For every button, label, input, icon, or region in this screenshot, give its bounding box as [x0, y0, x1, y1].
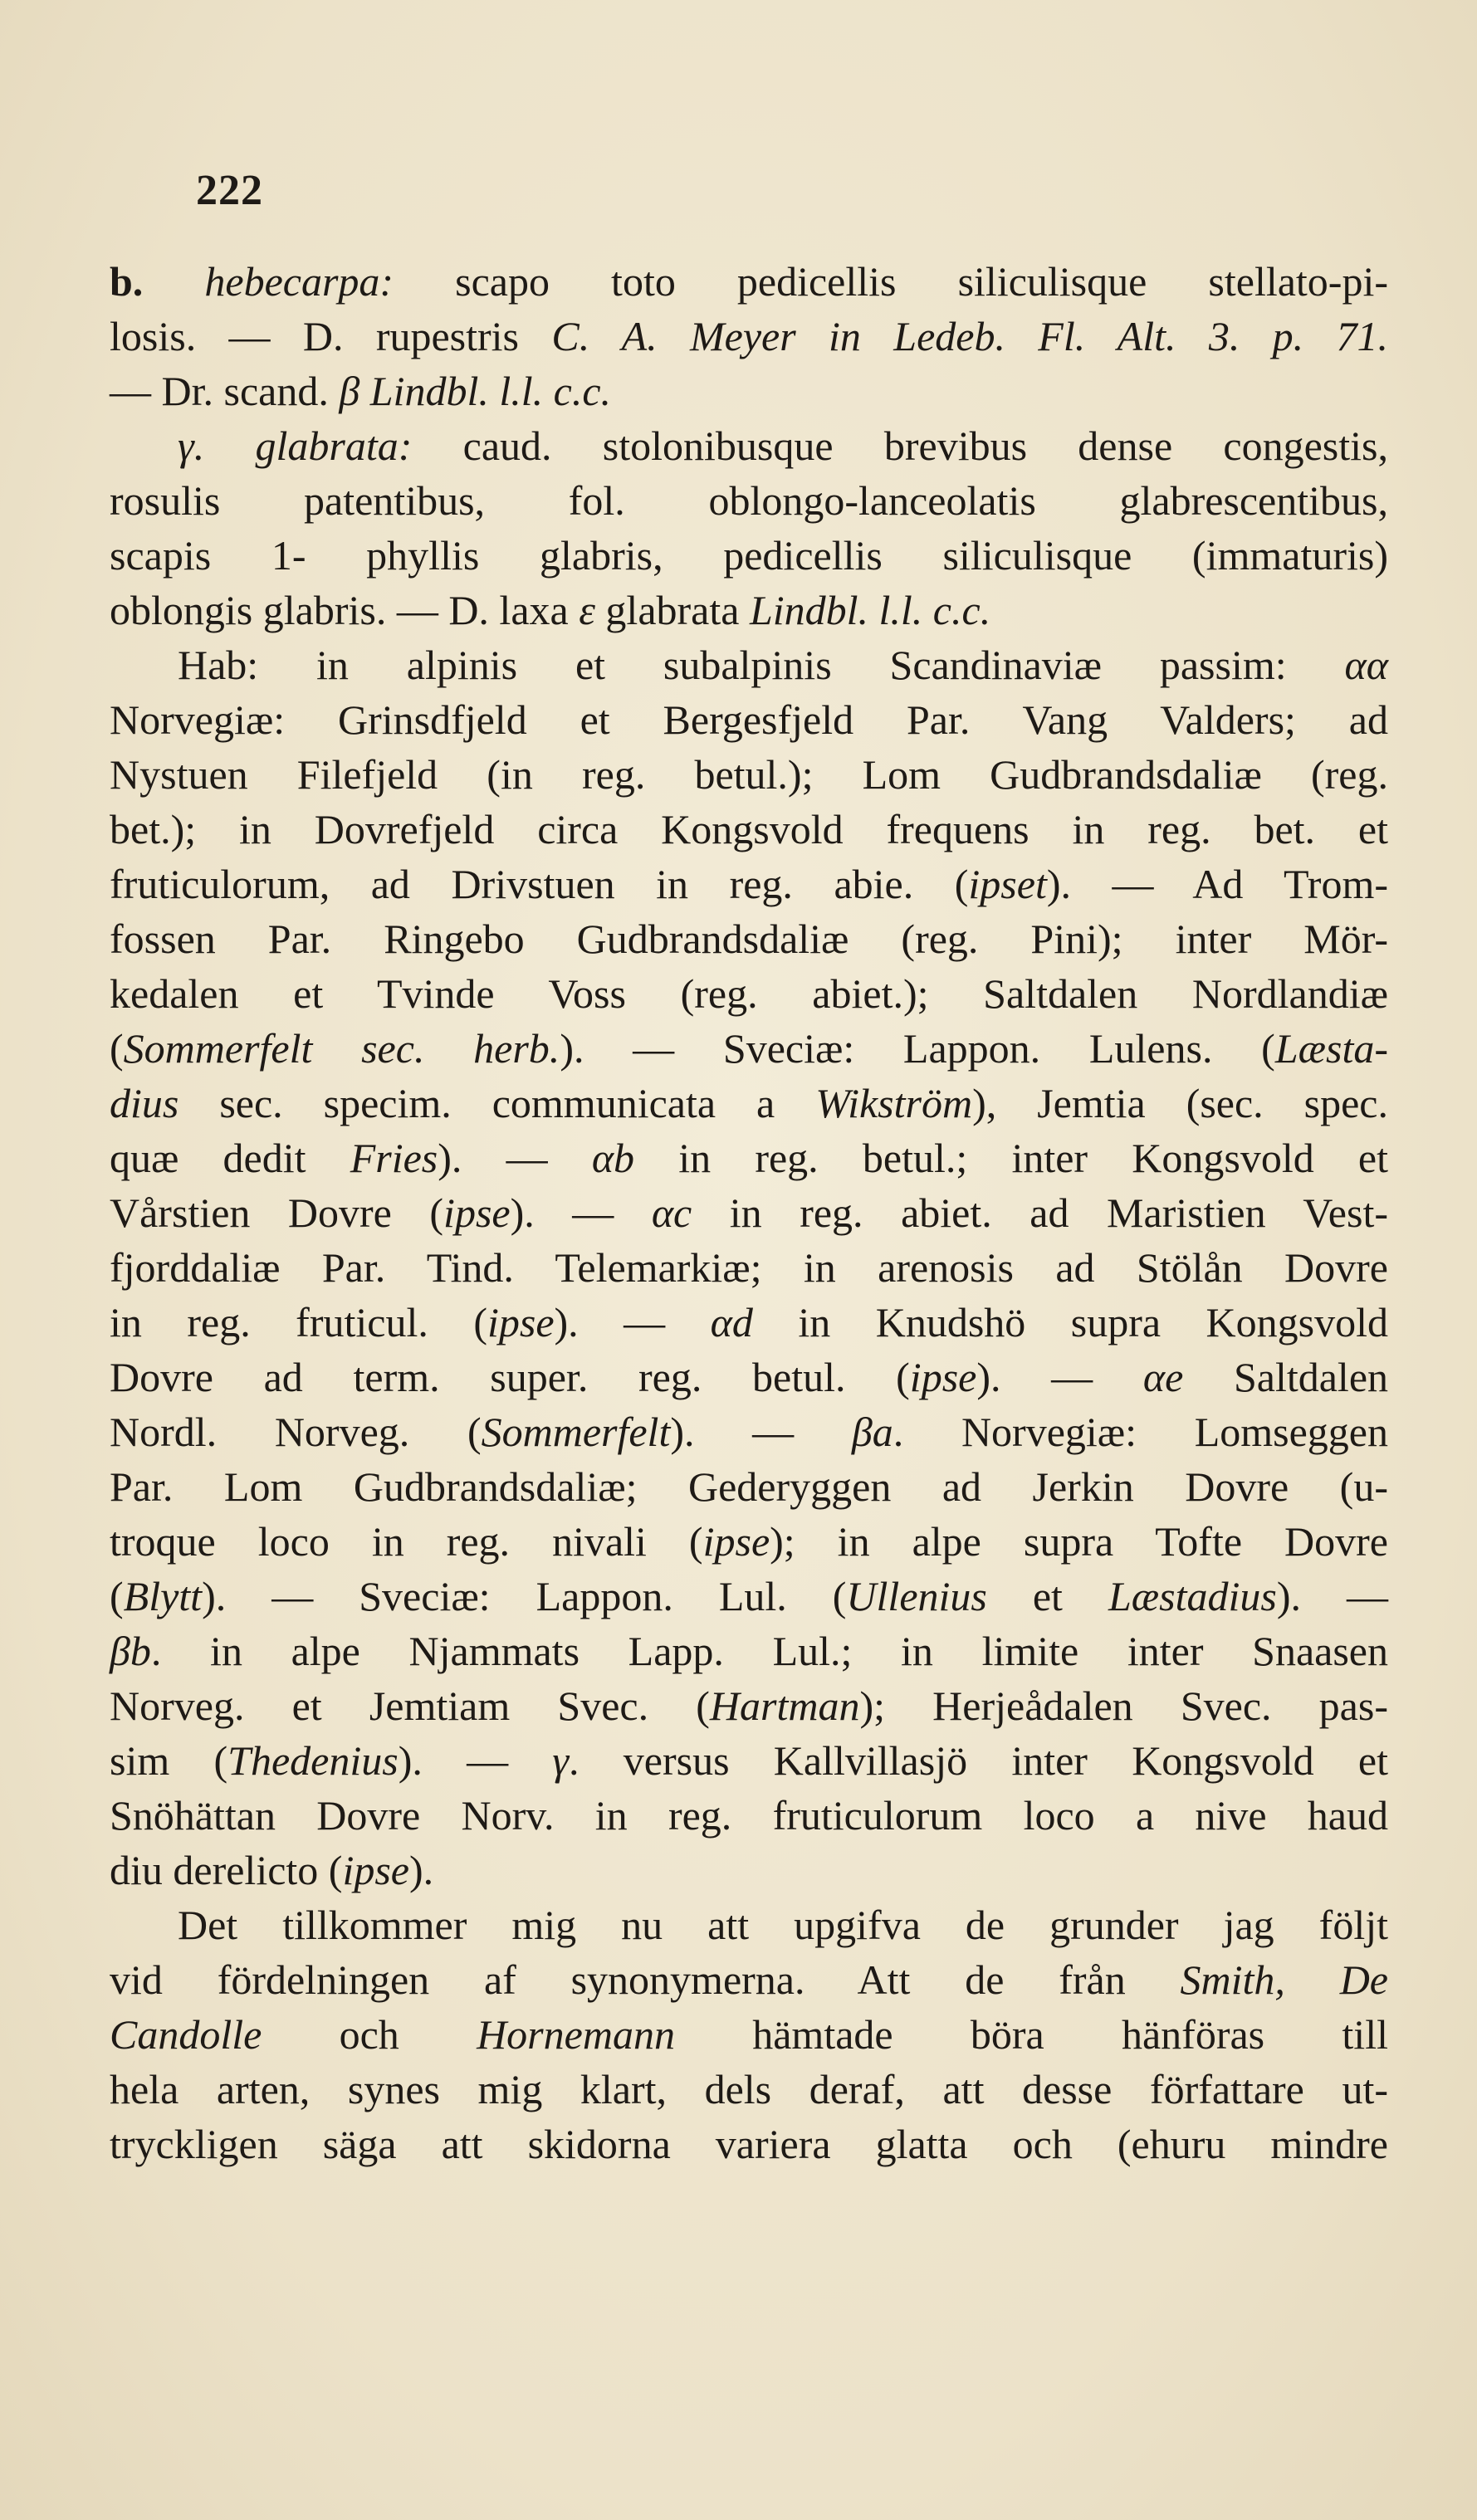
italic-text: ipset — [968, 861, 1047, 907]
text-segment: in reg. fruticul. ( — [110, 1299, 487, 1345]
italic-text: Hornemann — [477, 2011, 675, 2058]
text-segment: losis. — D. rupestris — [110, 313, 552, 359]
text-line — [110, 802, 1388, 857]
text-segment: scapis 1- phyllis glabris, pedicellis siliculisque (immaturis) — [110, 532, 1388, 579]
text-segment: ). — — [510, 1189, 652, 1236]
text-line — [110, 692, 1388, 747]
italic-text: αb — [591, 1135, 635, 1181]
text-line — [110, 1952, 1388, 2007]
text-line — [110, 1733, 1388, 1788]
text-segment: Norveg. et Jemtiam Svec. ( — [110, 1682, 710, 1729]
text-segment: caud. stolonibusque brevibus dense congestis, — [412, 422, 1389, 469]
text-segment: sim ( — [110, 1737, 228, 1784]
text-line — [110, 911, 1388, 966]
italic-text: ipse — [702, 1518, 770, 1565]
text-segment: Det tillkommer mig nu att upgifva de grunder jag följt — [178, 1902, 1388, 1948]
text-segment: och — [262, 2011, 477, 2058]
italic-text: βa — [851, 1409, 893, 1455]
text-segment: vid fördelningen af synonymerna. Att de från — [110, 1956, 1181, 2003]
text-segment: glabrata — [594, 587, 750, 633]
text-segment: fossen Par. Ringebo Gudbrandsdaliæ (reg. Pini); inter Mör- — [110, 916, 1388, 962]
text-line — [110, 857, 1388, 911]
text-line — [110, 1514, 1388, 1569]
italic-text: γ. glabrata: — [178, 422, 413, 469]
italic-text: hebecarpa: — [204, 258, 394, 305]
text-segment: Nordl. Norveg. ( — [110, 1409, 482, 1455]
text-line — [110, 364, 1388, 418]
italic-text: dius — [110, 1080, 179, 1126]
text-segment: ). — — [438, 1135, 592, 1181]
text-segment: . Norvegiæ: Lomseggen — [893, 1409, 1388, 1455]
text-line — [110, 1678, 1388, 1733]
text-segment: kedalen et Tvinde Voss (reg. abiet.); Saltdalen Nordlandiæ — [110, 970, 1388, 1017]
italic-text: Læstadius — [1108, 1573, 1277, 1619]
text-segment: ). — — [670, 1409, 852, 1455]
text-line — [110, 1624, 1388, 1678]
text-segment: in reg. abiet. ad Maristien Vest- — [692, 1189, 1388, 1236]
text-segment: ( — [110, 1025, 124, 1072]
text-segment: scapo toto pedicellis siliculisque stellato-pi- — [394, 258, 1389, 305]
text-segment: ). — — [976, 1354, 1143, 1400]
italic-text: Læsta- — [1274, 1025, 1388, 1072]
text-line — [110, 1131, 1388, 1185]
bold-text: b. — [110, 258, 205, 305]
text-line — [110, 473, 1388, 528]
text-segment: hela arten, synes mig klart, dels deraf, att desse författare ut- — [110, 2066, 1388, 2112]
text-line — [110, 2007, 1388, 2062]
italic-text: β Lindbl. l.l. c.c. — [339, 368, 612, 414]
text-segment: Norvegiæ: Grinsdfjeld et Bergesfjeld Par. Vang Valders; ad — [110, 696, 1388, 743]
italic-text: ipse — [909, 1354, 977, 1400]
text-segment: . versus Kallvillasjö inter Kongsvold et — [569, 1737, 1388, 1784]
text-segment: Saltdalen — [1183, 1354, 1389, 1400]
text-segment: tryckligen säga att skidorna variera glatta och (ehuru mindre — [110, 2121, 1388, 2167]
text-segment: oblongis glabris. — D. laxa — [110, 587, 580, 633]
text-line — [110, 1021, 1388, 1076]
text-segment: ). — Sveciæ: Lappon. Lul. ( — [202, 1573, 847, 1619]
text-segment: Snöhättan Dovre Norv. in reg. fruticulorum loco a nive haud — [110, 1792, 1388, 1839]
text-segment: ). — — [398, 1737, 553, 1784]
text-segment: Nystuen Filefjeld (in reg. betul.); Lom Gudbrandsdaliæ (reg. — [110, 751, 1388, 798]
italic-text: αd — [710, 1299, 753, 1345]
text-segment: Vårstien Dovre ( — [110, 1189, 444, 1236]
text-line — [110, 2117, 1388, 2171]
italic-text: ε — [579, 587, 595, 633]
text-line — [110, 747, 1388, 802]
italic-text: Fries — [350, 1135, 438, 1181]
text-line — [110, 309, 1388, 364]
page-number: 222 — [196, 167, 263, 214]
text-segment: Dovre ad term. super. reg. betul. ( — [110, 1354, 910, 1400]
text-segment: Par. Lom Gudbrandsdaliæ; Gederyggen ad Jerkin Dovre (u- — [110, 1463, 1388, 1510]
text-segment: ). — [409, 1847, 434, 1893]
text-segment: ). — — [554, 1299, 711, 1345]
text-segment: ). — — [1276, 1573, 1388, 1619]
text-line — [110, 1350, 1388, 1404]
text-segment: et — [986, 1573, 1108, 1619]
text-line — [110, 254, 1388, 309]
italic-text: Smith, De — [1180, 1956, 1388, 2003]
text-line — [110, 583, 1388, 637]
body-text — [110, 254, 1388, 2171]
italic-text: Hartman — [709, 1682, 860, 1729]
italic-text: C. A. Meyer in Ledeb. Fl. Alt. 3. p. 71. — [551, 313, 1389, 359]
italic-text: Lindbl. l.l. c.c. — [749, 587, 991, 633]
text-segment: hämtade böra hänföras till — [674, 2011, 1388, 2058]
text-segment: fruticulorum, ad Drivstuen in reg. abie. ( — [110, 861, 969, 907]
italic-text: ipse — [342, 1847, 409, 1893]
italic-text: αc — [651, 1189, 692, 1236]
text-segment: ). — Ad Trom- — [1046, 861, 1388, 907]
text-line — [110, 1404, 1388, 1459]
italic-text: Sommerfelt sec. herb. — [123, 1025, 560, 1072]
text-segment: troque loco in reg. nivali ( — [110, 1518, 703, 1565]
italic-text: Sommerfelt — [481, 1409, 671, 1455]
text-line — [110, 1569, 1388, 1624]
italic-text: Thedenius — [227, 1737, 399, 1784]
text-segment: ); in alpe supra Tofte Dovre — [770, 1518, 1389, 1565]
text-line — [110, 418, 1388, 473]
text-line — [110, 1240, 1388, 1295]
text-line — [110, 1459, 1388, 1514]
text-segment: ( — [110, 1573, 124, 1619]
text-line — [110, 1843, 1388, 1897]
italic-text: ipse — [487, 1299, 555, 1345]
text-segment: — Dr. scand. — [110, 368, 340, 414]
italic-text: ipse — [443, 1189, 511, 1236]
text-segment: ), Jemtia (sec. spec. — [972, 1080, 1388, 1126]
text-segment: ). — Sveciæ: Lappon. Lulens. ( — [560, 1025, 1275, 1072]
text-line — [110, 637, 1388, 692]
text-segment: bet.); in Dovrefjeld circa Kongsvold frequens in reg. bet. et — [110, 806, 1388, 852]
text-line — [110, 1076, 1388, 1131]
italic-text: Ullenius — [846, 1573, 987, 1619]
text-segment: fjorddaliæ Par. Tind. Telemarkiæ; in arenosis ad Stölån Dovre — [110, 1244, 1388, 1291]
text-line — [110, 1185, 1388, 1240]
italic-text: Blytt — [123, 1573, 203, 1619]
text-line — [110, 528, 1388, 583]
text-segment: in reg. betul.; inter Kongsvold et — [634, 1135, 1388, 1181]
italic-text: γ — [552, 1737, 570, 1784]
text-line — [110, 966, 1388, 1021]
text-segment: ); Herjeådalen Svec. pas- — [859, 1682, 1388, 1729]
italic-text: αα — [1344, 642, 1388, 688]
italic-text: βb — [110, 1628, 151, 1674]
text-line — [110, 1788, 1388, 1843]
italic-text: αe — [1142, 1354, 1184, 1400]
text-line — [110, 1295, 1388, 1350]
text-segment: Hab: in alpinis et subalpinis Scandinaviæ passim: — [178, 642, 1345, 688]
text-line — [110, 1897, 1388, 1952]
text-line — [110, 2062, 1388, 2117]
text-segment: . in alpe Njammats Lapp. Lul.; in limite inter Snaasen — [150, 1628, 1388, 1674]
italic-text: Wikström — [815, 1080, 973, 1126]
text-segment: in Knudshö supra Kongsvold — [752, 1299, 1389, 1345]
text-segment: sec. specim. communicata a — [179, 1080, 816, 1126]
italic-text: Candolle — [110, 2011, 262, 2058]
text-segment: rosulis patentibus, fol. oblongo-lanceolatis glabrescentibus, — [110, 477, 1388, 524]
text-segment: quæ dedit — [110, 1135, 350, 1181]
text-segment: diu derelicto ( — [110, 1847, 343, 1893]
